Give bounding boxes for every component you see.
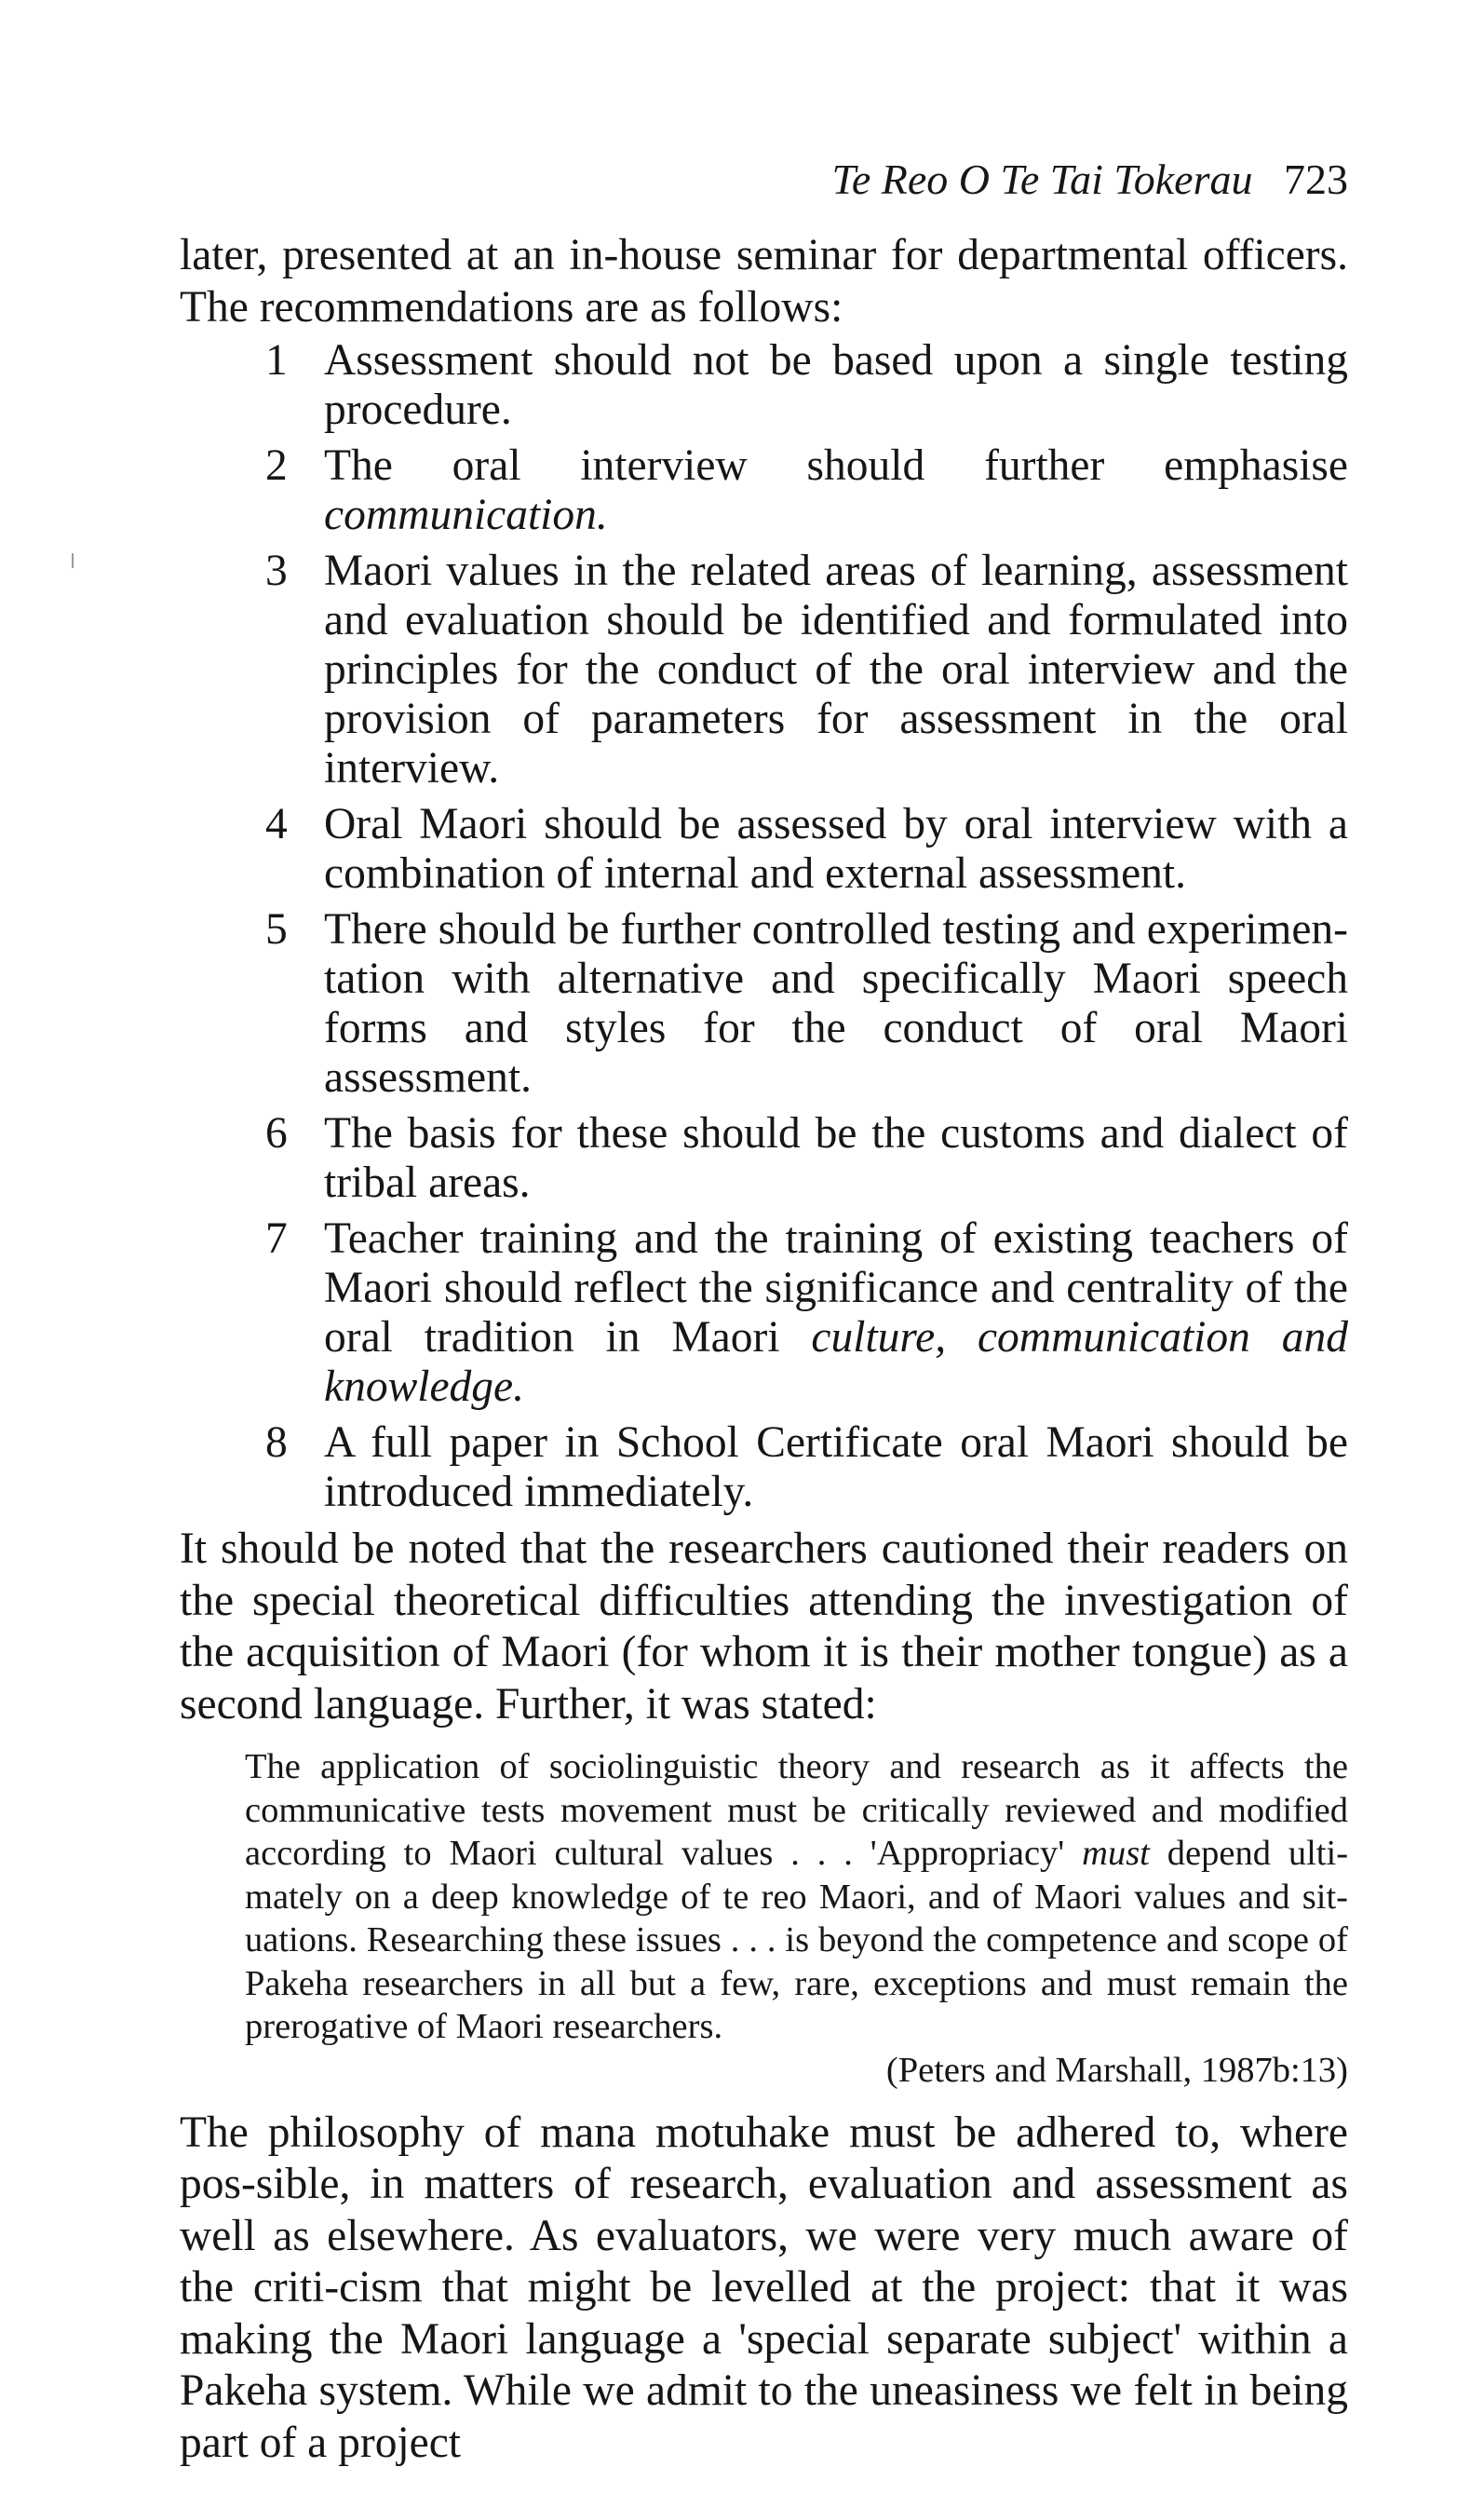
recommendation-item (180, 905, 1348, 1103)
quote-emphasis: must (1082, 1834, 1150, 1873)
body-paragraph: It should be noted that the researchers cautioned their readers on the special theoretical difficulties attending the investigation of the acquisition of Maori (for whom it is their mother tongue) as a second language. Further, it was stated: (180, 1525, 1348, 1728)
recommendation-number: 4 (265, 800, 288, 848)
recommendation-item (180, 1214, 1348, 1412)
intro-paragraph: later, presented at an in-house seminar for departmental officers. The recommendations are as follows: (180, 231, 1348, 332)
recommendation-number: 3 (265, 547, 288, 595)
recommendations-list (180, 336, 1348, 1517)
recommendation-number: 7 (265, 1214, 288, 1263)
recommendation-text: The oral interview should further emphasise (324, 441, 1348, 490)
block-quote (245, 1745, 1348, 2049)
citation: (Peters and Marshall, 1987b:13) (885, 2050, 1348, 2090)
quote-text: depend ulti-mately on a deep knowledge of te reo Maori, and of Maori values and sit-uations. Researching these issues . . . is beyond the competence and scope of Pakeha researchers in all but a few, rare, exceptions and must remain the prerogative of Maori researchers. (245, 1834, 1349, 2046)
recommendation-text: Oral Maori should be assessed by oral interview with a combination of internal and external assessment. (324, 800, 1348, 898)
recommendation-number: 2 (265, 441, 288, 490)
running-head (180, 154, 1348, 206)
recommendation-item (180, 1418, 1348, 1517)
recommendation-text: Assessment should not be based upon a single testing procedure. (324, 336, 1348, 434)
margin-mark (72, 553, 74, 568)
recommendation-text: Maori values in the related areas of learning, assessment and evaluation should be identified and formulated into principles for the conduct of the oral interview and the provision of parameters for assessment in the oral interview. (324, 547, 1348, 793)
recommendation-number: 1 (265, 336, 288, 385)
recommendation-item (180, 336, 1348, 435)
body-paragraph: The philosophy of mana motuhake must be adhered to, where pos-sible, in matters of research, evaluation and assessment as well as elsewhere. As evaluators, we were very much aware of the criti-cism that might be levelled at the project: that it was making the Maori language a 'special separate subject' within a Pakeha system. While we admit to the uneasiness we felt in being part of a project (180, 2108, 1348, 2467)
recommendation-item (180, 441, 1348, 540)
recommendation-number: 8 (265, 1418, 288, 1467)
recommendation-item (180, 1109, 1348, 1208)
recommendation-number: 5 (265, 905, 288, 954)
page-body (180, 154, 1348, 2469)
running-head-title: Te Reo O Te Tai Tokerau (831, 156, 1253, 203)
recommendation-text: There should be further controlled testing and experimen-tation with alternative and specifically Maori speech forms and styles for the conduct of oral Maori assessment. (324, 905, 1348, 1102)
recommendation-text: A full paper in School Certificate oral Maori should be introduced immediately. (324, 1418, 1348, 1516)
page-number: 723 (1284, 156, 1348, 203)
recommendation-number: 6 (265, 1109, 288, 1158)
recommendation-text: Teacher training and the training of existing teachers of Maori should reflect the significance and centrality of the oral tradition in Maori (324, 1214, 1348, 1362)
recommendation-emphasis: culture, communication and knowledge. (324, 1313, 1348, 1411)
quote-text: The application of sociolinguistic theory and research as it affects the communicative tests movement must be critically reviewed and modified according to Maori cultural values . . . 'Appropriacy' (245, 1747, 1348, 1873)
recommendation-text: The basis for these should be the customs and dialect of tribal areas. (324, 1109, 1348, 1207)
recommendation-emphasis: communication. (324, 491, 608, 539)
recommendation-item (180, 547, 1348, 793)
recommendation-item (180, 800, 1348, 899)
